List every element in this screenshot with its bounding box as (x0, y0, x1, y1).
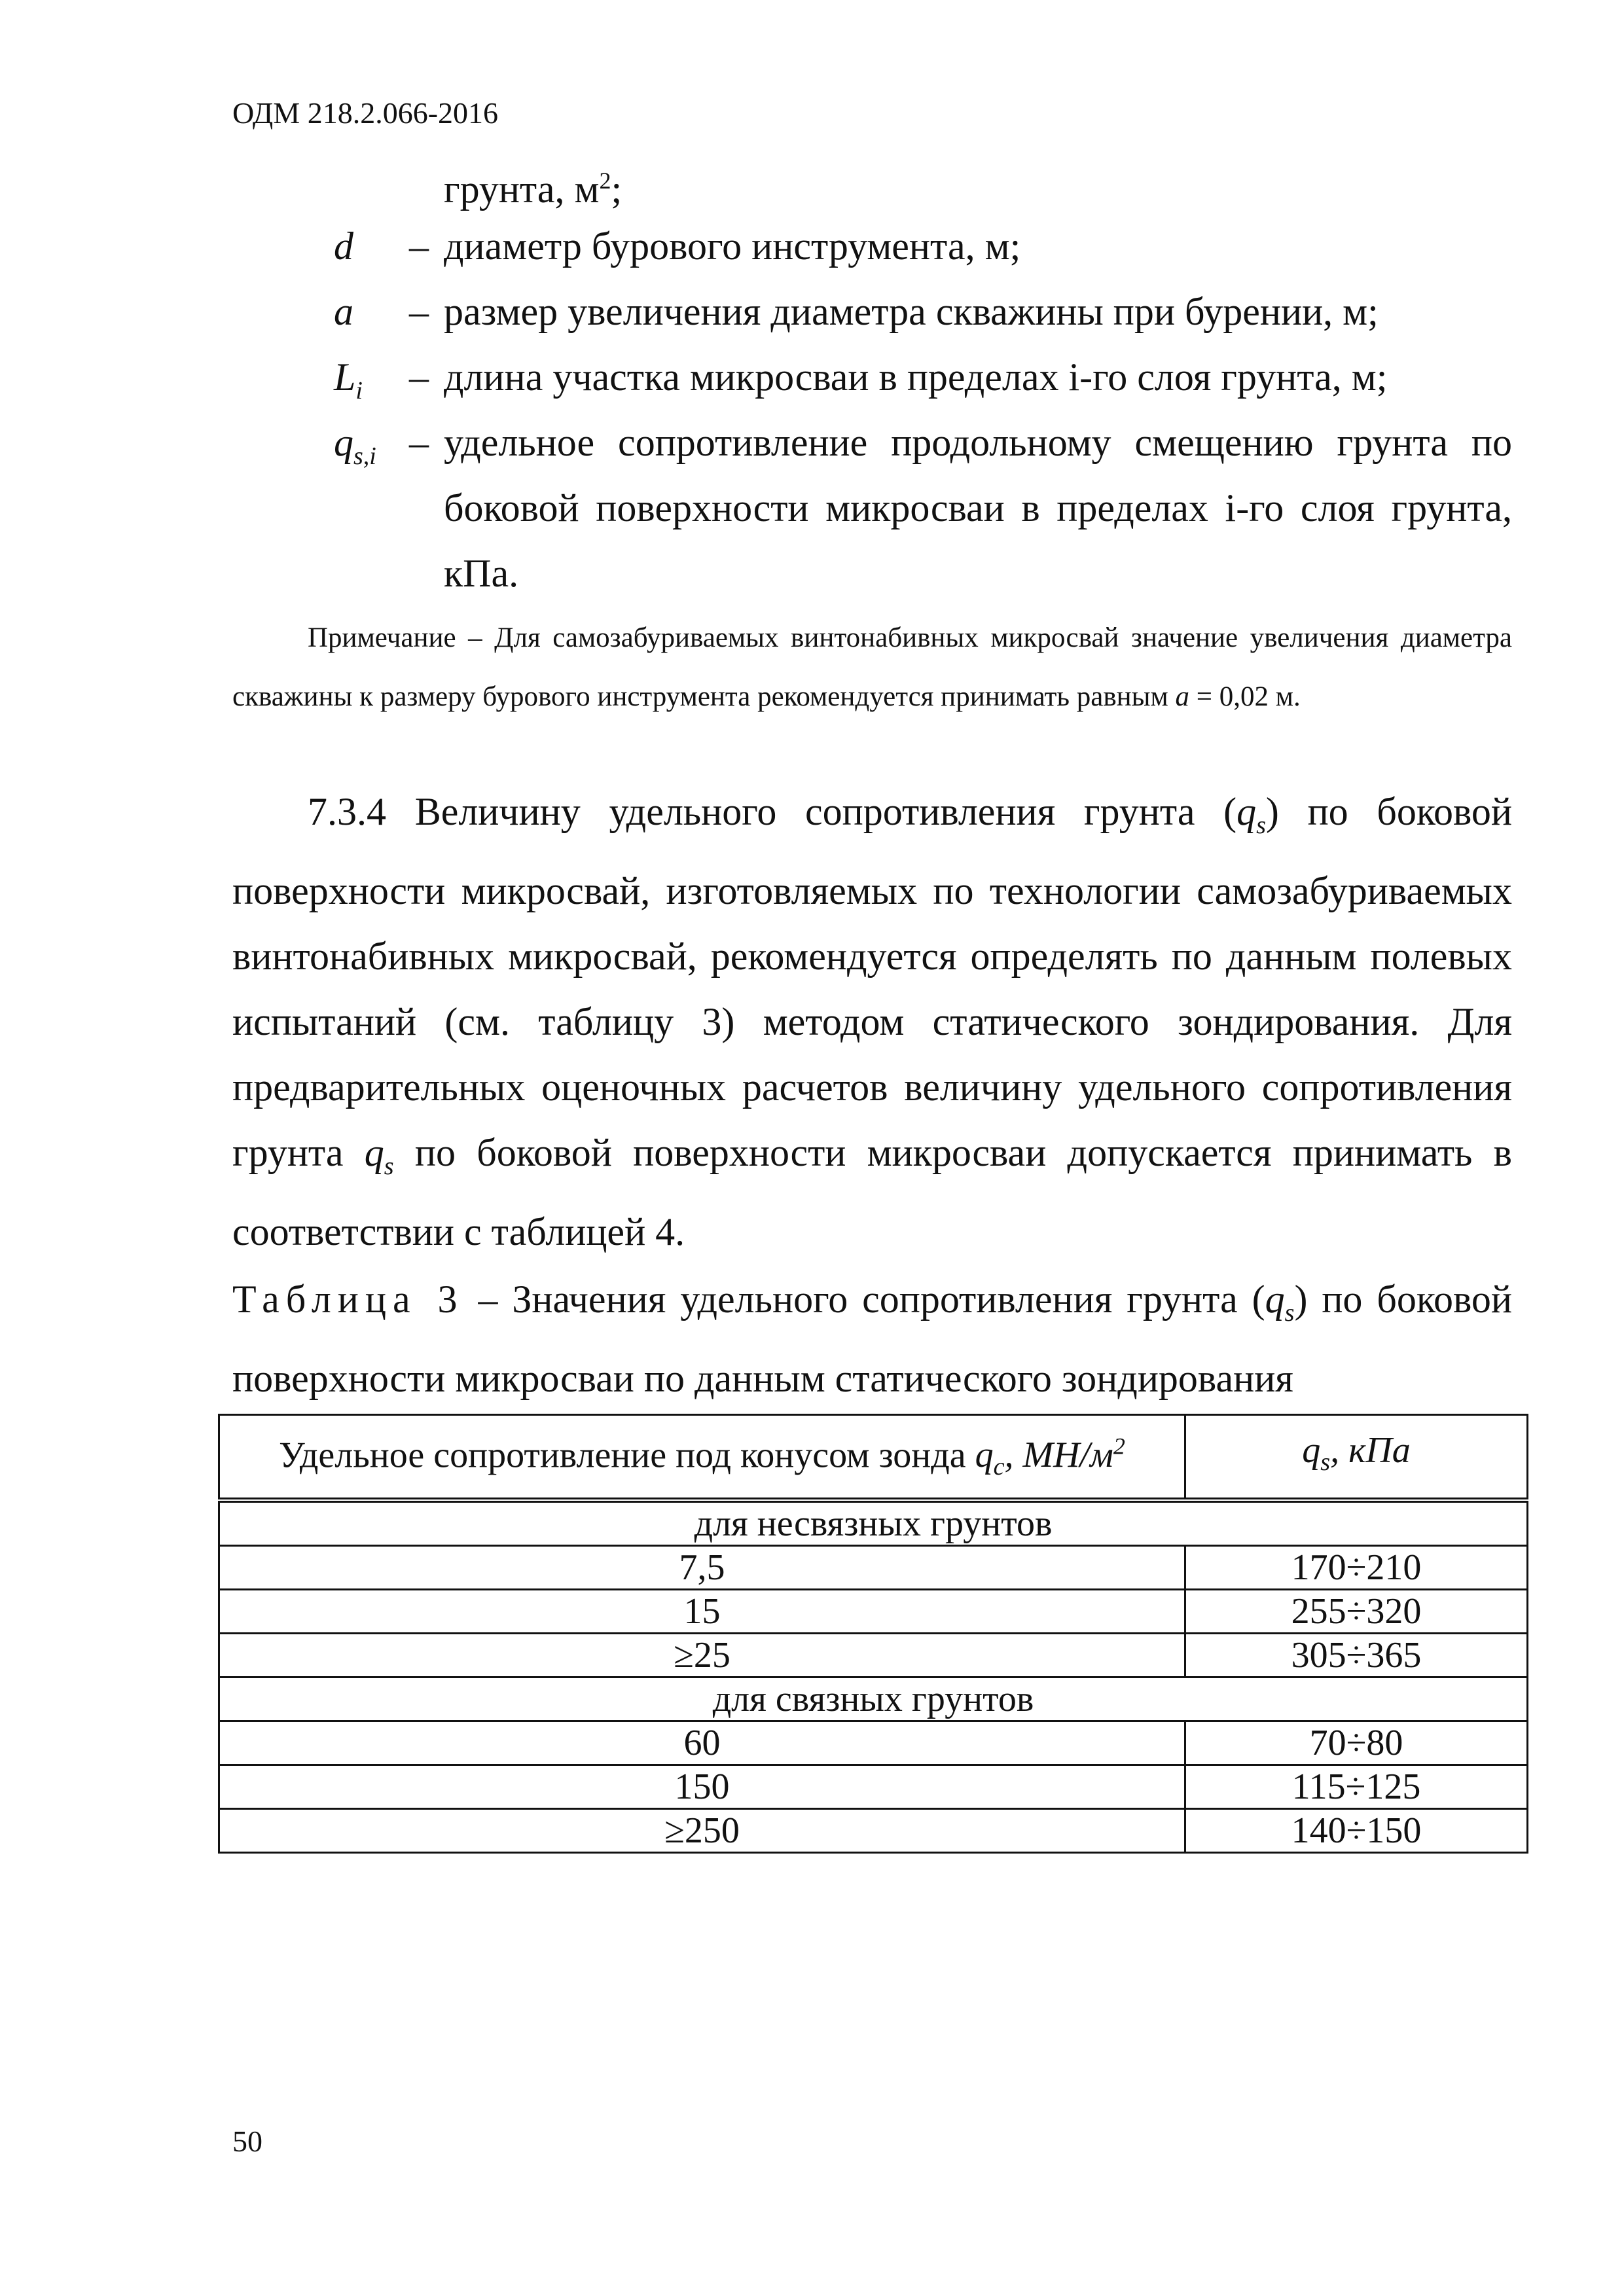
cell-qc: ≥250 (219, 1809, 1185, 1853)
cell-qc: ≥25 (219, 1634, 1185, 1677)
section-title: для несвязных грунтов (219, 1500, 1528, 1546)
legend-symbol: q (334, 421, 353, 464)
paragraph-number: 7.3.4 (308, 790, 386, 833)
legend-text: диаметр бурового инструмента, м; (444, 224, 1021, 268)
header-qc-text: Удельное сопротивление под конусом зонда (279, 1435, 975, 1476)
legend-text-line3: кПа. (444, 552, 519, 595)
header-qs-var-sub: s (1320, 1448, 1331, 1477)
table-row (219, 1590, 1528, 1634)
header-cell-qs (1185, 1415, 1528, 1501)
cell-qs: 140÷150 (1185, 1809, 1528, 1853)
legend-continued-end: ; (611, 168, 623, 211)
table-caption (232, 1266, 1512, 1411)
cell-qs: 305÷365 (1185, 1634, 1528, 1677)
table-row (219, 1721, 1528, 1765)
page-number: 50 (232, 2125, 262, 2158)
legend-dash: – (409, 355, 429, 399)
cell-qc: 60 (219, 1721, 1185, 1765)
cell-qc: 15 (219, 1590, 1185, 1634)
header-qc-var: q (975, 1435, 994, 1476)
note (232, 609, 1512, 726)
legend-symbol-sub: i (355, 377, 363, 404)
legend-symbol: d (334, 224, 353, 268)
legend-symbol: a (334, 290, 353, 333)
paragraph-var-2: q (364, 1131, 384, 1174)
paragraph-text-1: Величину удельного сопротивления грунта ( (414, 790, 1237, 833)
note-value: = 0,02 м. (1196, 681, 1301, 712)
section-title: для связных грунтов (219, 1677, 1528, 1721)
legend-text-line1: удельное сопротивление продольному смещению грунта по (444, 421, 1512, 464)
header-qs-var: q (1302, 1430, 1321, 1471)
paragraph-var-1: q (1236, 790, 1257, 833)
section-row (219, 1677, 1528, 1721)
paragraph-var-2-sub: s (384, 1153, 394, 1180)
legend-continued-text: грунта, м (444, 168, 600, 211)
table-header-row (219, 1415, 1528, 1501)
paragraph-text-3: по боковой поверхности микросваи допускается принимать в соответствии с таблицей 4. (232, 1131, 1513, 1253)
table-row (219, 1546, 1528, 1590)
legend-dash: – (409, 421, 429, 464)
cell-qs: 115÷125 (1185, 1765, 1528, 1809)
header-qc-unit: , МН/м (1004, 1435, 1113, 1476)
header-cell-qc (219, 1415, 1185, 1501)
legend-text-line2: боковой поверхности микросваи в пределах i-го слоя грунта, (444, 486, 1512, 529)
cell-qs: 255÷320 (1185, 1590, 1528, 1634)
legend-dash: – (409, 224, 429, 268)
legend-continued-sup: 2 (599, 168, 611, 194)
legend-text: длина участка микросваи в пределах i-го слоя грунта, м; (444, 355, 1388, 399)
header-qs-unit: , кПа (1330, 1430, 1411, 1471)
section-row (219, 1500, 1528, 1546)
table-caption-text-2: ) по боковой поверхности микросваи по данным статического зондирования (232, 1278, 1513, 1400)
table-row (219, 1765, 1528, 1809)
paragraph-var-1-sub: s (1256, 812, 1266, 839)
note-text: Примечание – Для самозабуриваемых винтонабивных микросвай значение увеличения диаметра скважины к размеру бурового инструмента рекомендуется принимать равным (232, 622, 1512, 712)
table-caption-text-1: – Значения удельного сопротивления грунта ( (478, 1278, 1265, 1321)
table-caption-var: q (1265, 1278, 1285, 1321)
legend-symbol: L (334, 355, 356, 399)
header-qc-var-sub: c (993, 1453, 1005, 1481)
legend-symbol-sub: s,i (353, 442, 376, 470)
document-code: ОДМ 218.2.066-2016 (232, 96, 499, 130)
cell-qc: 150 (219, 1765, 1185, 1809)
table-caption-var-sub: s (1284, 1299, 1295, 1327)
cell-qs: 70÷80 (1185, 1721, 1528, 1765)
paragraph-7-3-4 (232, 779, 1512, 1265)
resistance-table (218, 1414, 1528, 1854)
header-qc-unit-sup: 2 (1113, 1433, 1125, 1460)
cell-qc: 7,5 (219, 1546, 1185, 1590)
table-row (219, 1634, 1528, 1677)
legend-text: размер увеличения диаметра скважины при бурении, м; (444, 290, 1379, 333)
note-var: a (1175, 681, 1190, 712)
table-row (219, 1809, 1528, 1853)
cell-qs: 170÷210 (1185, 1546, 1528, 1590)
legend-dash: – (409, 290, 429, 333)
paragraph-text-2: ) по боковой поверхности микросвай, изготовляемых по технологии самозабуриваемых винтонабивных микросвай, рекомендуется определять по данным полевых испытаний (см. таблицу 3) методом статического зондирования. Для предварительных оценочных расчетов величину удельного сопротивления грунта (232, 790, 1513, 1174)
table-caption-label: Таблица 3 (232, 1278, 464, 1321)
